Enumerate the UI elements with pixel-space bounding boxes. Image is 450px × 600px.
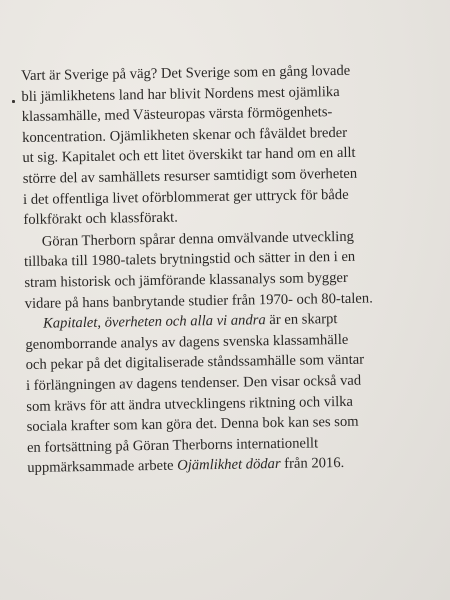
text-line: Vart är Sverige på väg? Det Sverige som en gång lovade (21, 62, 351, 84)
paragraph-3 (25, 308, 438, 479)
margin-mark (12, 100, 15, 103)
text-line: i det offentliga livet oförblommerat ger uttryck för både (22, 186, 349, 208)
text-line: och pekar på det digitaliserade ståndssamhälle som väntar (25, 351, 365, 374)
text-line: större del av samhällets resurser samtidigt som överheten (22, 165, 358, 187)
text-line: klassamhälle, med Västeuropas värsta förmögenhets- (21, 104, 333, 126)
text-fragment: är en skarpt (265, 311, 338, 329)
back-cover-text (21, 60, 437, 479)
text-fragment: från 2016. (280, 455, 345, 473)
text-line: vidare på hans banbrytande studier från 1970- och 80-talen. (24, 290, 373, 312)
book-title-italic: Ojämlikhet dödar (177, 456, 281, 474)
text-line: Göran Therborn spårar denna omvälvande utveckling (41, 228, 355, 250)
text-line: ut sig. Kapitalet och ett litet överskikt tar hand om en allt (22, 145, 356, 167)
text-line: sociala krafter som kan göra det. Denna bok kan ses som (26, 413, 359, 436)
paragraph-2 (24, 225, 435, 314)
text-line: stram historisk och jämförande klassanalys som bygger (24, 269, 348, 291)
text-line: en fortsättning på Göran Therborns internationellt (26, 435, 319, 456)
text-line: tillbaka till 1980-talets brytningstid och sätter in den i en (23, 249, 356, 271)
text-line: bli jämlikhetens land har blivit Nordens mest ojämlika (21, 83, 340, 105)
text-line: som krävs för att ändra utvecklingens riktning och vilka (26, 393, 354, 415)
book-title-italic: Kapitalet, överheten och alla vi andra (42, 312, 266, 332)
paragraph-1 (21, 60, 434, 231)
text-line: koncentration. Ojämlikheten skenar och fåväldet breder (22, 124, 348, 146)
text-line: i förlängningen av dagens tendenser. Den visar också vad (25, 372, 362, 394)
text-line: genomborrande analys av dagens svenska klassamhälle (25, 331, 349, 353)
text-fragment: uppmärksammade arbete (27, 457, 178, 477)
text-line: folkförakt och klassförakt. (23, 209, 178, 229)
